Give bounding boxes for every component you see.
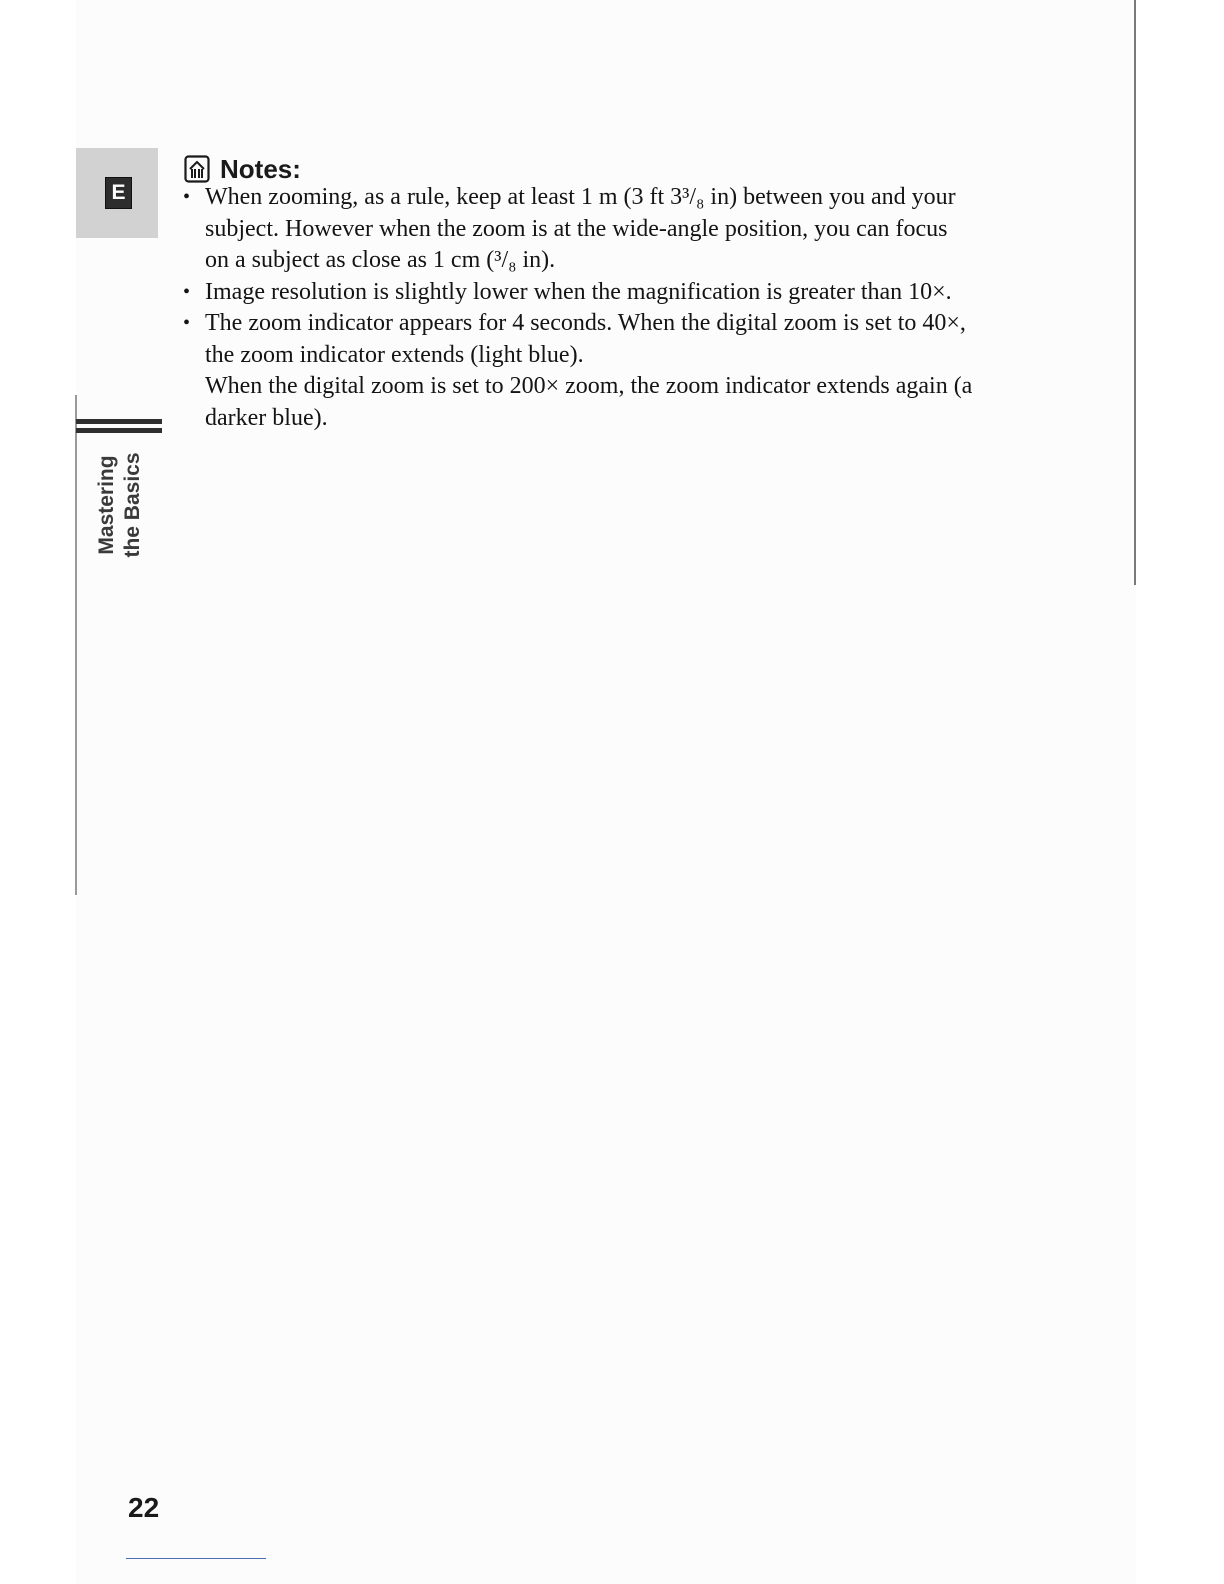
notes-title: Notes: [220,153,301,184]
notes-list [205,182,1085,434]
note-item [205,182,1085,277]
note-line: When the digital zoom is set to 200× zoom, the zoom indicator extends again (a [205,373,973,399]
section-marker-bars [76,419,162,437]
note-item [205,277,1085,309]
note-line: • Image resolution is slightly lower when the magnification is greater than 10×. [205,278,952,305]
section-bar [76,428,162,433]
section-label-line2: the Basics [121,452,144,558]
notes-heading [184,153,301,185]
notes-memo-icon [184,155,210,183]
section-label-line1: Mastering [95,455,118,555]
note-line: subject. However when the zoom is at the wide-angle position, you can focus [205,215,948,242]
language-badge: E [105,177,132,209]
page-edge-left [75,395,77,895]
note-line: the zoom indicator extends (light blue). [205,341,584,368]
section-bar [76,419,162,424]
note-item [205,308,1085,434]
footer-rule [126,1558,266,1559]
page-number: 22 [128,1492,160,1523]
note-line: • The zoom indicator appears for 4 seconds. When the digital zoom is set to 40×, [205,310,966,336]
page-edge-right [1134,0,1136,585]
note-line: on a subject as close as 1 cm (³/₈ in). [205,247,556,273]
note-line: • When zooming, as a rule, keep at least 1 m (3 ft 3³/₈ in) between you and your [205,184,956,210]
note-line: darker blue). [205,404,328,431]
